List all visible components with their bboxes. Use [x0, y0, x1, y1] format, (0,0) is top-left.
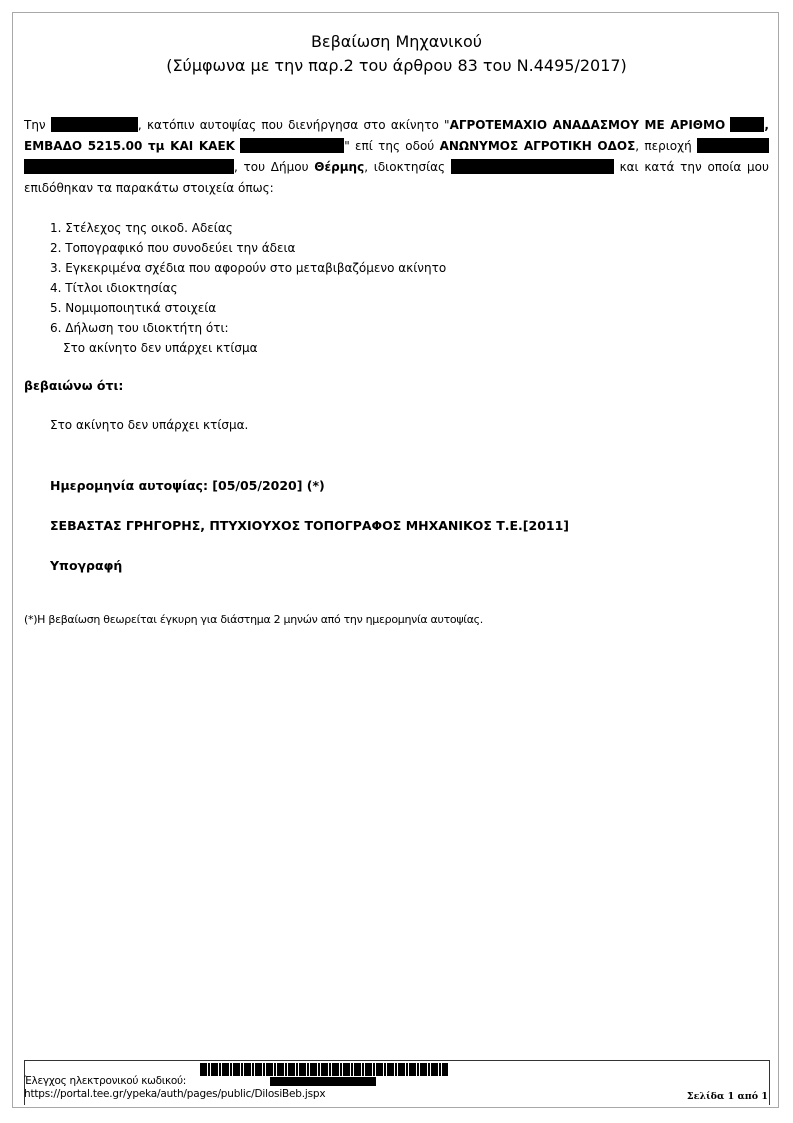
intro-text: , ιδιοκτησίας — [364, 160, 446, 174]
list-item: 3. Εγκεκριμένα σχέδια που αφορούν στο μεταβιβαζόμενο ακίνητο — [50, 261, 447, 275]
certify-heading: βεβαιώνω ότι: — [24, 378, 124, 393]
document-subtitle: (Σύμφωνα με την παρ.2 του άρθρου 83 του Ν.4495/2017) — [166, 56, 627, 75]
intro-text: , κατόπιν αυτοψίας που διενήργησα στο ακίνητο " — [137, 118, 450, 132]
list-item: 5. Νομιμοποιητικά στοιχεία — [50, 301, 217, 315]
verification-url[interactable]: https://portal.tee.gr/ypeka/auth/pages/public/DilosiBeb.jspx — [24, 1088, 326, 1100]
redacted-code — [270, 1077, 376, 1086]
inspection-date: Ημερομηνία αυτοψίας: [05/05/2020] (*) — [50, 478, 325, 493]
code-check-label: Έλεγχος ηλεκτρονικού κωδικού: — [24, 1075, 186, 1087]
document-title: Βεβαίωση Μηχανικού — [310, 32, 483, 51]
signature-label: Υπογραφή — [50, 558, 123, 573]
property-description: ΑΓΡΟΤΕΜΑΧΙΟ ΑΝΑΔΑΣΜΟΥ ΜΕ ΑΡΙΘΜΟ — [449, 118, 726, 132]
intro-text: , περιοχή — [635, 139, 692, 153]
redacted-owner — [451, 159, 614, 174]
intro-text: και κατά την οποία μου επιδόθηκαν τα παρακάτω στοιχεία όπως: — [24, 160, 769, 195]
list-item: 1. Στέλεχος της οικοδ. Αδείας — [50, 221, 233, 235]
intro-paragraph — [24, 115, 769, 199]
list-item: 6. Δήλωση του ιδιοκτήτη ότι: — [50, 321, 229, 335]
documents-list — [50, 218, 446, 358]
street-name: ΑΝΩΝΥΜΟΣ ΑΓΡΟΤΙΚΗ ΟΔΟΣ — [439, 139, 636, 153]
redacted-parcel-number — [730, 117, 764, 132]
redacted-kaek — [240, 138, 344, 153]
intro-text: Την — [24, 118, 46, 132]
list-item-sub: Στο ακίνητο δεν υπάρχει κτίσμα — [63, 341, 258, 355]
redacted-area — [697, 138, 769, 153]
list-item: 2. Τοπογραφικό που συνοδεύει την άδεια — [50, 241, 296, 255]
intro-text: " επί της οδού — [344, 139, 435, 153]
certify-text: Στο ακίνητο δεν υπάρχει κτίσμα. — [50, 418, 249, 432]
engineer-name: ΣΕΒΑΣΤΑΣ ΓΡΗΓΟΡΗΣ, ΠΤΥΧΙΟΥΧΟΣ ΤΟΠΟΓΡΑΦΟΣ ΜΗΧΑΝΙΚΟΣ Τ.Ε.[2011] — [50, 518, 570, 533]
page-number: Σελίδα 1 από 1 — [686, 1091, 768, 1102]
municipality: Θέρμης — [314, 160, 365, 174]
list-item: 4. Τίτλοι ιδιοκτησίας — [50, 281, 178, 295]
property-area: , ΕΜΒΑΔΟ 5215.00 τμ ΚΑΙ ΚΑΕΚ — [24, 118, 769, 153]
redacted-area-continued — [24, 159, 234, 174]
validity-note: (*)Η βεβαίωση θεωρείται έγκυρη για διάστημα 2 μηνών από την ημερομηνία αυτοψίας. — [24, 613, 484, 626]
intro-text: , του Δήμου — [234, 160, 309, 174]
redacted-name — [51, 117, 138, 132]
barcode-image — [200, 1063, 448, 1076]
